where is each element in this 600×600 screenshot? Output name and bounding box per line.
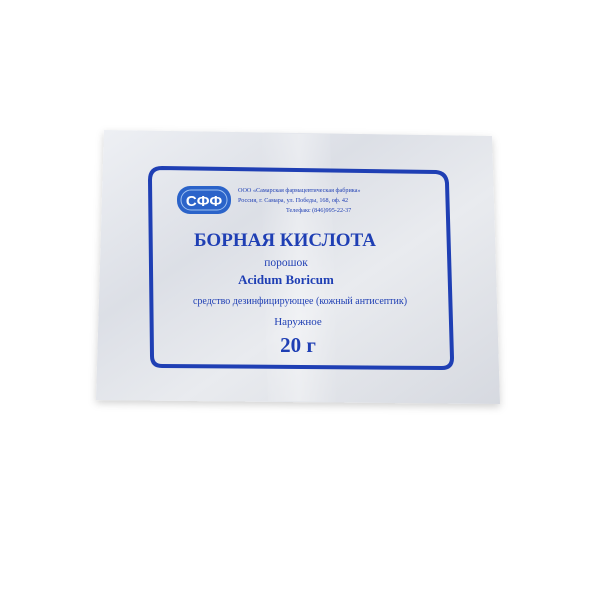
product-purpose: средство дезинфицирующее (кожный антисептик)	[192, 296, 408, 307]
product-form: порошок	[264, 257, 308, 269]
logo-text: СФФ	[185, 193, 223, 210]
product-latin-name: Acidum Boricum	[238, 272, 334, 287]
manufacturer-name: ООО «Самарская фармацевтическая фабрика»	[238, 187, 361, 194]
product-weight: 20 г	[280, 333, 316, 357]
product-usage: Наружное	[274, 316, 322, 328]
manufacturer-phone: Телефакс (846)995-22-37	[286, 207, 352, 214]
manufacturer-address: Россия, г. Самара, ул. Победы, 168, оф. 42	[238, 197, 349, 204]
sff-logo	[177, 186, 231, 214]
product-name: БОРНАЯ КИСЛОТА	[194, 230, 376, 251]
